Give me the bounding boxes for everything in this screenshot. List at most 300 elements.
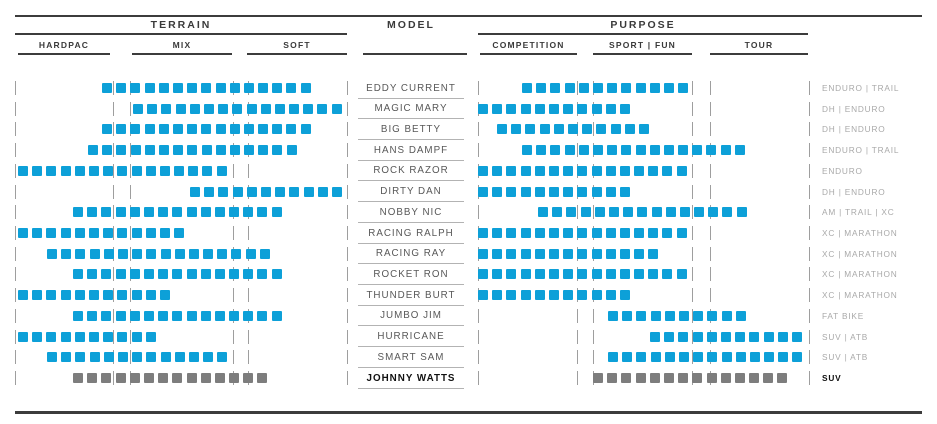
bar-square xyxy=(648,249,658,259)
bar-square xyxy=(46,332,56,342)
bar-square xyxy=(478,269,488,279)
model-name: ROCKET RON xyxy=(373,268,449,280)
bar-square xyxy=(303,104,313,114)
bar-square xyxy=(101,373,111,383)
bar-square xyxy=(706,145,716,155)
bar-square xyxy=(101,311,111,321)
bar-square xyxy=(145,83,155,93)
bar-square xyxy=(636,311,646,321)
bar-square xyxy=(563,187,573,197)
scale-tick xyxy=(692,81,693,95)
model-row-separator xyxy=(358,201,464,202)
bar-square xyxy=(102,145,112,155)
bar-square xyxy=(75,352,85,362)
bar-square xyxy=(144,207,154,217)
bar-square xyxy=(87,373,97,383)
bar-square xyxy=(130,83,140,93)
bar-square xyxy=(506,166,516,176)
scale-tick xyxy=(710,247,711,261)
bar-square xyxy=(318,187,328,197)
bar-square xyxy=(187,373,197,383)
bar-square xyxy=(707,373,717,383)
model-row-separator xyxy=(358,284,464,285)
bar-square xyxy=(563,166,573,176)
bar-square xyxy=(478,249,488,259)
scale-tick xyxy=(692,164,693,178)
bar-square xyxy=(146,228,156,238)
bar-square xyxy=(130,207,140,217)
terrain-bar xyxy=(73,311,282,321)
bar-square xyxy=(132,249,142,259)
scale-tick xyxy=(809,371,810,385)
bar-square xyxy=(535,269,545,279)
scale-tick xyxy=(478,205,479,219)
scale-tick xyxy=(15,309,16,323)
model-row-separator xyxy=(358,346,464,347)
bar-square xyxy=(694,207,704,217)
model-name: BIG BETTY xyxy=(380,123,442,135)
bar-square xyxy=(693,332,703,342)
scale-tick xyxy=(478,350,479,364)
bar-square xyxy=(595,207,605,217)
scale-tick xyxy=(692,247,693,261)
bar-square xyxy=(736,311,746,321)
bar-square xyxy=(620,228,630,238)
bar-square xyxy=(677,269,687,279)
bottom-rule xyxy=(15,411,922,414)
bar-square xyxy=(272,269,282,279)
scale-tick xyxy=(809,185,810,199)
bar-square xyxy=(47,249,57,259)
scale-tick xyxy=(347,247,348,261)
bar-square xyxy=(492,166,502,176)
scale-tick xyxy=(809,102,810,116)
model-row-separator xyxy=(358,160,464,161)
bar-square xyxy=(665,352,675,362)
bar-square xyxy=(130,124,140,134)
purpose-header-underline xyxy=(478,33,808,35)
purpose-bar xyxy=(478,269,687,279)
scale-tick xyxy=(233,226,234,240)
bar-square xyxy=(216,124,226,134)
scale-tick xyxy=(710,288,711,302)
bar-square xyxy=(566,207,576,217)
bar-square xyxy=(116,269,126,279)
bar-square xyxy=(763,373,773,383)
bar-square xyxy=(592,290,602,300)
bar-square xyxy=(721,332,731,342)
scale-tick xyxy=(577,350,578,364)
bar-square xyxy=(216,145,226,155)
top-rule xyxy=(15,15,922,17)
scale-tick xyxy=(15,81,16,95)
category-label: SUV | ATB xyxy=(822,352,869,363)
bar-square xyxy=(61,249,71,259)
bar-square xyxy=(550,83,560,93)
scale-tick xyxy=(692,122,693,136)
category-label: DH | ENDURO xyxy=(822,103,886,114)
bar-square xyxy=(478,290,488,300)
bar-square xyxy=(764,332,774,342)
bar-square xyxy=(203,249,213,259)
scale-tick xyxy=(347,309,348,323)
bar-square xyxy=(190,104,200,114)
bar-square xyxy=(172,269,182,279)
bar-square xyxy=(750,352,760,362)
bar-square xyxy=(620,290,630,300)
scale-tick xyxy=(347,371,348,385)
bar-square xyxy=(61,290,71,300)
bar-square xyxy=(778,332,788,342)
terrain-bar xyxy=(18,228,184,238)
scale-tick xyxy=(478,81,479,95)
bar-square xyxy=(606,166,616,176)
bar-square xyxy=(116,311,126,321)
bar-square xyxy=(577,166,587,176)
bar-square xyxy=(577,228,587,238)
bar-square xyxy=(664,373,674,383)
bar-square xyxy=(173,83,183,93)
bar-square xyxy=(535,166,545,176)
category-label: XC | MARATHON xyxy=(822,248,898,259)
bar-square xyxy=(678,332,688,342)
bar-square xyxy=(549,187,559,197)
bar-square xyxy=(147,104,157,114)
bar-square xyxy=(18,166,28,176)
bar-square xyxy=(75,332,85,342)
scale-tick xyxy=(809,81,810,95)
bar-square xyxy=(304,187,314,197)
bar-square xyxy=(257,373,267,383)
bar-square xyxy=(158,311,168,321)
bar-square xyxy=(46,228,56,238)
bar-square xyxy=(158,269,168,279)
bar-square xyxy=(161,352,171,362)
bar-square xyxy=(272,83,282,93)
terrain-bar xyxy=(190,187,342,197)
bar-square xyxy=(258,124,268,134)
bar-square xyxy=(506,104,516,114)
bar-square xyxy=(73,311,83,321)
bar-square xyxy=(550,145,560,155)
bar-square xyxy=(692,373,702,383)
bar-square xyxy=(87,311,97,321)
bar-square xyxy=(131,145,141,155)
bar-square xyxy=(722,352,732,362)
model-header: MODEL xyxy=(387,19,435,31)
bar-square xyxy=(735,373,745,383)
bar-square xyxy=(637,207,647,217)
bar-square xyxy=(190,187,200,197)
bar-square xyxy=(606,249,616,259)
bar-square xyxy=(563,269,573,279)
bar-square xyxy=(778,352,788,362)
bar-square xyxy=(549,269,559,279)
scale-tick xyxy=(15,102,16,116)
scale-tick xyxy=(233,288,234,302)
bar-square xyxy=(244,124,254,134)
bar-square xyxy=(201,269,211,279)
bar-square xyxy=(75,228,85,238)
bar-square xyxy=(160,228,170,238)
bar-square xyxy=(625,124,635,134)
scale-tick xyxy=(347,164,348,178)
scale-tick xyxy=(248,288,249,302)
scale-tick xyxy=(692,185,693,199)
bar-square xyxy=(116,373,126,383)
scale-tick xyxy=(809,267,810,281)
bar-square xyxy=(662,228,672,238)
bar-square xyxy=(606,269,616,279)
bar-square xyxy=(145,124,155,134)
model-name: HANS DAMPF xyxy=(373,144,449,156)
bar-square xyxy=(46,290,56,300)
bar-square xyxy=(230,145,240,155)
bar-square xyxy=(257,269,267,279)
bar-square xyxy=(146,166,156,176)
model-row-separator xyxy=(358,243,464,244)
bar-square xyxy=(332,104,342,114)
bar-square xyxy=(735,145,745,155)
bar-square xyxy=(592,166,602,176)
model-name: THUNDER BURT xyxy=(366,289,456,301)
bar-square xyxy=(651,352,661,362)
scale-tick xyxy=(15,205,16,219)
scale-tick xyxy=(15,330,16,344)
bar-square xyxy=(243,207,253,217)
bar-square xyxy=(117,290,127,300)
bar-square xyxy=(621,373,631,383)
bar-square xyxy=(132,290,142,300)
scale-tick xyxy=(710,122,711,136)
scale-tick xyxy=(809,350,810,364)
scale-tick xyxy=(15,185,16,199)
bar-square xyxy=(679,352,689,362)
bar-square xyxy=(581,207,591,217)
bar-square xyxy=(535,249,545,259)
bar-square xyxy=(218,104,228,114)
bar-square xyxy=(217,166,227,176)
bar-square xyxy=(117,228,127,238)
bar-square xyxy=(161,249,171,259)
bar-square xyxy=(664,83,674,93)
bar-square xyxy=(634,166,644,176)
bar-square xyxy=(272,124,282,134)
bar-square xyxy=(506,187,516,197)
bar-square xyxy=(187,207,197,217)
bar-square xyxy=(159,145,169,155)
bar-square xyxy=(521,269,531,279)
bar-square xyxy=(549,104,559,114)
bar-square xyxy=(132,352,142,362)
bar-square xyxy=(577,290,587,300)
bar-square xyxy=(592,269,602,279)
bar-square xyxy=(521,166,531,176)
scale-tick xyxy=(347,122,348,136)
terrain-header: TERRAIN xyxy=(150,19,212,31)
purpose-bar xyxy=(478,104,630,114)
bar-square xyxy=(568,124,578,134)
bar-square xyxy=(678,145,688,155)
subheader-hardpac: HARDPAC xyxy=(38,40,90,50)
bar-square xyxy=(634,269,644,279)
scale-tick xyxy=(15,247,16,261)
bar-square xyxy=(792,352,802,362)
bar-square xyxy=(497,124,507,134)
bar-square xyxy=(89,166,99,176)
bar-square xyxy=(592,228,602,238)
purpose-bar xyxy=(608,352,802,362)
bar-square xyxy=(272,207,282,217)
scale-tick xyxy=(692,288,693,302)
bar-square xyxy=(104,249,114,259)
bar-square xyxy=(650,145,660,155)
bar-square xyxy=(565,83,575,93)
bar-square xyxy=(103,166,113,176)
bar-square xyxy=(160,166,170,176)
bar-square xyxy=(634,228,644,238)
bar-square xyxy=(521,249,531,259)
bar-square xyxy=(664,332,674,342)
bar-square xyxy=(607,373,617,383)
bar-square xyxy=(289,187,299,197)
purpose-bar xyxy=(478,290,630,300)
bar-square xyxy=(579,145,589,155)
model-name: RACING RAY xyxy=(375,248,447,260)
bar-square xyxy=(32,166,42,176)
model-name: DIRTY DAN xyxy=(380,186,442,198)
bar-square xyxy=(478,187,488,197)
bar-square xyxy=(648,228,658,238)
bar-square xyxy=(607,83,617,93)
bar-square xyxy=(623,207,633,217)
bar-square xyxy=(506,290,516,300)
bar-square xyxy=(606,290,616,300)
bar-square xyxy=(621,145,631,155)
bar-square xyxy=(662,269,672,279)
bar-square xyxy=(144,373,154,383)
scale-tick xyxy=(593,330,594,344)
bar-square xyxy=(73,269,83,279)
bar-square xyxy=(563,228,573,238)
bar-square xyxy=(101,269,111,279)
category-label: DH | ENDURO xyxy=(822,186,886,197)
bar-square xyxy=(173,145,183,155)
bar-square xyxy=(201,373,211,383)
model-name: ROCK RAZOR xyxy=(373,165,449,177)
scale-tick xyxy=(15,371,16,385)
scale-tick xyxy=(478,330,479,344)
bar-square xyxy=(159,83,169,93)
model-name: JUMBO JIM xyxy=(380,310,442,322)
bar-square xyxy=(101,207,111,217)
bar-square xyxy=(606,228,616,238)
bar-square xyxy=(582,124,592,134)
bar-square xyxy=(620,269,630,279)
bar-square xyxy=(650,83,660,93)
scale-tick xyxy=(248,350,249,364)
terrain-bar xyxy=(102,83,311,93)
purpose-bar xyxy=(497,124,649,134)
bar-square xyxy=(102,83,112,93)
bar-square xyxy=(116,207,126,217)
bar-square xyxy=(158,373,168,383)
scale-tick xyxy=(809,247,810,261)
scale-tick xyxy=(248,164,249,178)
category-label: ENDURO xyxy=(822,165,863,176)
bar-square xyxy=(521,187,531,197)
bar-square xyxy=(232,104,242,114)
scale-tick xyxy=(347,288,348,302)
scale-tick xyxy=(347,143,348,157)
bar-square xyxy=(749,373,759,383)
bar-square xyxy=(244,145,254,155)
category-label: XC | MARATHON xyxy=(822,290,898,301)
bar-square xyxy=(61,332,71,342)
bar-square xyxy=(549,228,559,238)
bar-square xyxy=(478,104,488,114)
bar-square xyxy=(611,124,621,134)
bar-square xyxy=(146,249,156,259)
bar-square xyxy=(478,228,488,238)
scale-tick xyxy=(15,226,16,240)
bar-square xyxy=(652,207,662,217)
bar-square xyxy=(521,104,531,114)
terrain-bar xyxy=(88,145,297,155)
bar-square xyxy=(735,332,745,342)
scale-tick xyxy=(710,81,711,95)
bar-square xyxy=(215,311,225,321)
bar-square xyxy=(596,124,606,134)
bar-square xyxy=(693,311,703,321)
model-row-separator xyxy=(358,325,464,326)
bar-square xyxy=(554,124,564,134)
scale-tick xyxy=(710,185,711,199)
bar-square xyxy=(525,124,535,134)
purpose-bar xyxy=(478,228,687,238)
bar-square xyxy=(175,249,185,259)
bar-square xyxy=(202,145,212,155)
bar-square xyxy=(622,352,632,362)
purpose-bar xyxy=(478,187,630,197)
bar-square xyxy=(606,187,616,197)
bar-square xyxy=(301,124,311,134)
bar-square xyxy=(492,249,502,259)
bar-square xyxy=(792,332,802,342)
bar-square xyxy=(243,373,253,383)
bar-square xyxy=(535,104,545,114)
bar-square xyxy=(189,352,199,362)
bar-square xyxy=(116,145,126,155)
bar-square xyxy=(552,207,562,217)
bar-square xyxy=(246,249,256,259)
bar-square xyxy=(506,269,516,279)
bar-square xyxy=(87,269,97,279)
bar-square xyxy=(593,373,603,383)
bar-square xyxy=(229,311,239,321)
bar-square xyxy=(173,124,183,134)
bar-square xyxy=(130,269,140,279)
purpose-bar xyxy=(478,166,687,176)
bar-square xyxy=(89,228,99,238)
competition-underline xyxy=(480,53,577,55)
bar-square xyxy=(563,104,573,114)
bar-square xyxy=(607,145,617,155)
bar-square xyxy=(172,373,182,383)
bar-square xyxy=(46,166,56,176)
bar-square xyxy=(665,311,675,321)
model-name: NOBBY NIC xyxy=(379,206,443,218)
